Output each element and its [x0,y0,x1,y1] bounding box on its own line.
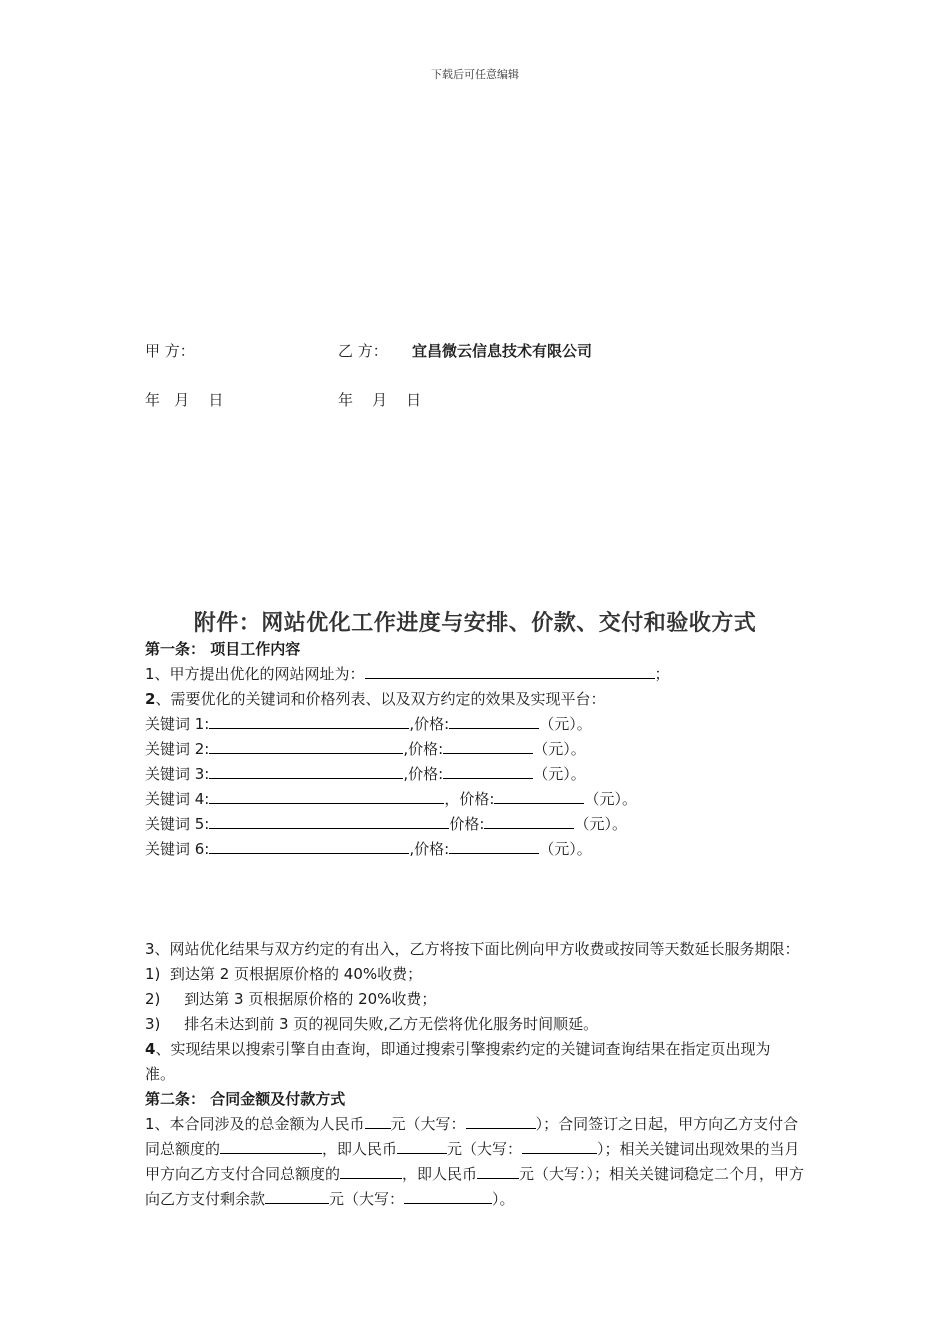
keyword-label: 关键词 3: [145,765,210,783]
header-note: 下载后可任意编辑 [431,68,519,81]
page-title: 附件：网站优化工作进度与安排、价款、交付和验收方式 [193,611,757,636]
amount-words-blank [522,1138,597,1154]
unit-label: （元）。 [539,840,592,858]
price-label: ，价格: [444,790,495,808]
party-b-date: 年 月 日 [338,391,422,409]
item4-text: 、实现结果以搜索引擎自由查询，即通过搜索引擎搜索约定的关键词查询结果在指定页出现为准。 [145,1040,771,1083]
party-b-label: 乙 方： [338,342,388,360]
payment-text: ）。 [492,1190,515,1208]
amount-words-blank [404,1188,492,1204]
price-blank [449,713,539,729]
keyword-row [145,812,815,837]
price-label: ,价格: [409,715,450,733]
payment-text: 元（大写： [519,1165,587,1183]
price-label: 价格: [449,815,485,833]
keyword-blank [209,738,403,754]
keyword-blank [209,838,409,854]
payment-text: ）；合同签订之日起，甲方向乙方支付合同总额度的 [145,1115,799,1158]
unit-label: （元）。 [584,790,637,808]
item2-line [145,687,815,712]
item1-suffix: ； [654,665,670,683]
keyword-row [145,787,815,812]
amount-blank [365,1113,391,1129]
item2-text: 、需要优化的关键词和价格列表、以及双方约定的效果及实现平台： [155,690,606,708]
payment-text: ，即人民币 [402,1165,478,1183]
url-blank [365,663,655,679]
keyword-blank [209,788,444,804]
keyword-row [145,837,815,862]
article1-heading: 第一条： 项目工作内容 [145,640,301,658]
party-a-label: 甲 方： [145,342,195,360]
contract-body [145,637,815,1212]
payment-text: 元（大写： [447,1140,523,1158]
keyword-blank [209,813,449,829]
party-a-date: 年 月 日 [145,391,224,409]
payment-text: ，即人民币 [322,1140,398,1158]
item1-prefix: 1、甲方提出优化的网站网址为： [145,665,365,683]
amount-blank [477,1163,519,1179]
ratio-blank [220,1138,322,1154]
rule-item: 2) 到达第 3 页根据原价格的 20%收费； [145,990,437,1008]
party-b-name: 宜昌微云信息技术有限公司 [412,342,593,360]
item1-line [145,662,815,687]
price-blank [443,738,533,754]
keyword-blank [209,713,409,729]
payment-text: 1、本合同涉及的总金额为人民币 [145,1115,365,1133]
keyword-label: 关键词 1: [145,715,210,733]
ratio-blank [340,1163,402,1179]
rule-item: 3) 排名未达到前 3 页的视同失败,乙方无偿将优化服务时间顺延。 [145,1015,599,1033]
unit-label: （元）。 [539,715,592,733]
payment-text: ）；相关关键词出现效果的当月甲方向乙方支付合同总额度的 [145,1140,800,1183]
rule-item: 1) 到达第 2 页根据原价格的 40%收费； [145,965,423,983]
payment-text: ）；相关关键词稳定二个月，甲方向乙方支付剩余款 [145,1165,805,1208]
keyword-label: 关键词 6: [145,840,210,858]
keyword-row [145,762,815,787]
price-label: ,价格: [409,840,450,858]
price-blank [494,788,584,804]
keyword-blank [209,763,403,779]
item3-text: 3、网站优化结果与双方约定的有出入，乙方将按下面比例向甲方收费或按同等天数延长服务期限： [145,940,800,958]
amount-blank [397,1138,447,1154]
price-label: ,价格: [403,740,444,758]
price-blank [443,763,533,779]
spacer [145,862,815,937]
price-blank [484,813,574,829]
article2-heading: 第二条： 合同金额及付款方式 [145,1090,346,1108]
keyword-row [145,712,815,737]
keyword-label: 关键词 4: [145,790,210,808]
keyword-label: 关键词 5: [145,815,210,833]
keyword-label: 关键词 2: [145,740,210,758]
unit-label: （元）。 [533,765,586,783]
amount-words-blank [466,1113,536,1129]
amount-blank [265,1188,329,1204]
keyword-row [145,737,815,762]
payment-text: 元（大写： [329,1190,405,1208]
price-blank [449,838,539,854]
payment-paragraph [145,1112,810,1212]
price-label: ,价格: [403,765,444,783]
item4-line [145,1037,800,1087]
unit-label: （元）。 [533,740,586,758]
item4-num: 4 [145,1040,156,1058]
unit-label: （元）。 [574,815,627,833]
item2-num: 2 [145,690,156,708]
payment-text: 元（大写： [390,1115,466,1133]
